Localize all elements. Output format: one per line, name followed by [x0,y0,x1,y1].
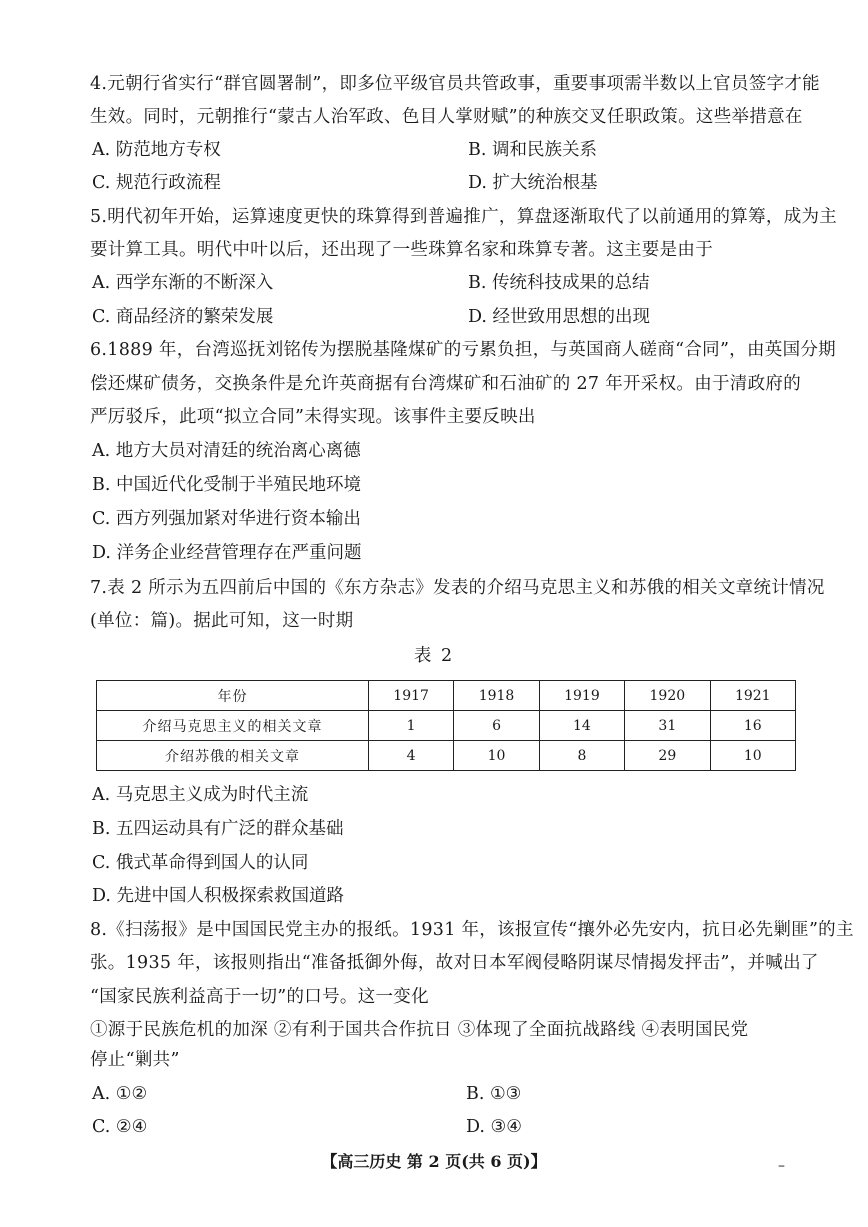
table-cell: 10 [710,741,795,771]
table-cell: 10 [454,741,539,771]
table-year-cell: 1918 [454,681,539,711]
question-7-option-a: A. 马克思主义成为时代主流 [92,785,309,805]
table-cell: 16 [710,711,795,741]
question-6-line-3: 严厉驳斥，此项“拟立合同”未得实现。该事件主要反映出 [90,407,536,427]
question-5-option-b: B. 传统科技成果的总结 [468,273,650,293]
table-cell: 4 [368,741,453,771]
question-7-option-d: D. 先进中国人积极探索救国道路 [92,886,345,906]
table-year-cell: 1920 [625,681,710,711]
question-6-option-a: A. 地方大员对清廷的统治离心离德 [92,441,361,461]
statistics-table [96,680,796,771]
table-row-label: 介绍马克思主义的相关文章 [97,711,369,741]
question-4-option-d: D. 扩大统治根基 [468,173,598,193]
question-8-option-b: B. ①③ [466,1084,522,1104]
table-year-cell: 1921 [710,681,795,711]
question-5-line-1: 5.明代初年开始，运算速度更快的珠算得到普遍推广，算盘逐渐取代了以前通用的算筹，成为主 [90,207,838,227]
question-7-line-2: (单位：篇)。据此可知，这一时期 [90,611,354,631]
table-row-label: 介绍苏俄的相关文章 [97,741,369,771]
table-cell: 6 [454,711,539,741]
table-year-cell: 1919 [539,681,624,711]
table-cell: 29 [625,741,710,771]
table-row [97,711,796,741]
question-6-option-c: C. 西方列强加紧对华进行资本输出 [92,509,361,529]
question-6-line-2: 偿还煤矿债务，交换条件是允许英商据有台湾煤矿和石油矿的 27 年开采权。由于清政府的 [90,374,801,394]
table-cell: 14 [539,711,624,741]
question-8-statements: ①源于民族危机的加深 ②有利于国共合作抗日 ③体现了全面抗战路线 ④表明国民党 [90,1020,749,1040]
question-8-line-2: 张。1935 年，该报则指出“准备抵御外侮，故对日本军阀侵略阴谋尽情揭发抨击”，并喊出了 [90,953,819,973]
table-cell: 31 [625,711,710,741]
table-header-row [97,681,796,711]
question-8-line-1: 8.《扫荡报》是中国国民党主办的报纸。1931 年，该报宣传“攘外必先安内，抗日必先剿匪”的主 [90,920,854,940]
table-cell: 1 [368,711,453,741]
page-footer: 【高三历史 第 2 页(共 6 页)】 [321,1152,547,1171]
question-7-option-c: C. 俄式革命得到国人的认同 [92,853,309,873]
table-row [97,741,796,771]
question-6-line-1: 6.1889 年，台湾巡抚刘铭传为摆脱基隆煤矿的亏累负担，与英国商人磋商“合同”，由英国分期 [90,340,836,360]
table-cell: 8 [539,741,624,771]
question-8-line-3: “国家民族利益高于一切”的口号。这一变化 [90,987,429,1007]
question-5-line-2: 要计算工具。明代中叶以后，还出现了一些珠算名家和珠算专著。这主要是由于 [90,240,713,260]
question-4-option-b: B. 调和民族关系 [468,140,597,160]
table-caption: 表 2 [413,646,455,666]
question-4-line-1: 4.元朝行省实行“群官圆署制”，即多位平级官员共管政事，重要事项需半数以上官员签字才能 [90,74,820,94]
question-5-option-d: D. 经世致用思想的出现 [468,307,651,327]
question-7-line-1: 7.表 2 所示为五四前后中国的《东方杂志》发表的介绍马克思主义和苏俄的相关文章统计情况 [90,578,825,598]
question-8-option-c: C. ②④ [92,1117,148,1137]
question-8-option-a: A. ①② [92,1084,148,1104]
table-header-label: 年份 [97,681,369,711]
question-7-option-b: B. 五四运动具有广泛的群众基础 [92,819,344,839]
question-4-option-a: A. 防范地方专权 [92,140,221,160]
question-5-option-a: A. 西学东渐的不断深入 [92,273,274,293]
question-4-option-c: C. 规范行政流程 [92,173,221,193]
question-8-option-d: D. ③④ [466,1117,522,1137]
question-6-option-d: D. 洋务企业经营管理存在严重问题 [92,543,362,563]
table-year-cell: 1917 [368,681,453,711]
question-6-option-b: B. 中国近代化受制于半殖民地环境 [92,475,361,495]
question-5-option-c: C. 商品经济的繁荣发展 [92,307,274,327]
question-4-line-2: 生效。同时，元朝推行“蒙古人治军政、色目人掌财赋”的种族交叉任职政策。这些举措意在 [90,107,803,127]
question-8-line-5: 停止“剿共” [90,1050,180,1070]
corner-mark: – [778,1158,785,1174]
